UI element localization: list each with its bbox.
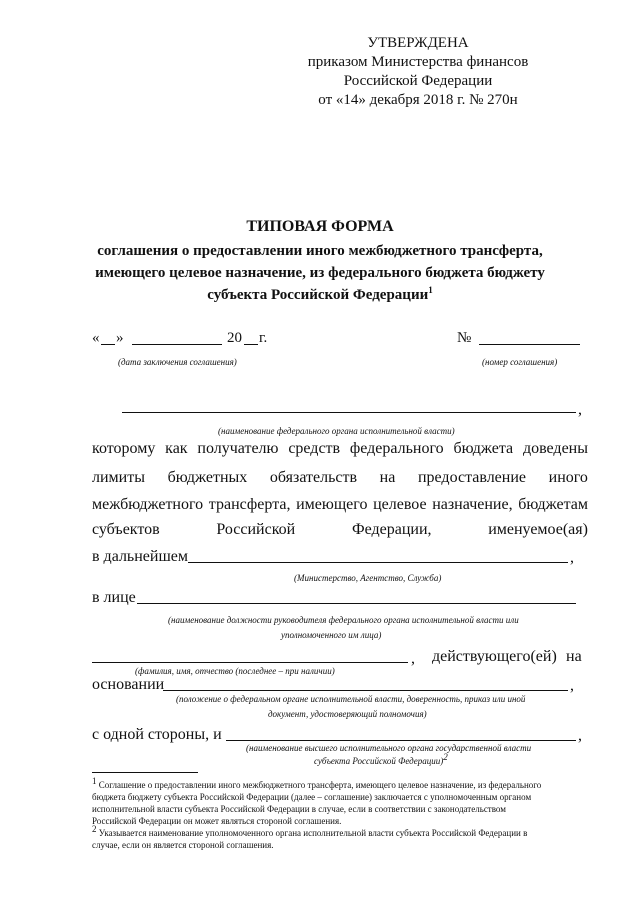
basis-label: основании: [92, 676, 165, 693]
word: предоставление: [417, 469, 527, 486]
approval-line-1: приказом Министерства финансов: [307, 54, 529, 70]
approval-block: [288, 34, 548, 110]
ministry-caption: (Министерство, Агентство, Служба): [294, 573, 442, 583]
hereinafter-label: в дальнейшем: [92, 548, 188, 565]
subtitle-line-3: [0, 284, 640, 306]
footnote-separator: [92, 772, 198, 773]
word: федерального: [349, 440, 444, 457]
word: межбюджетного: [92, 496, 204, 513]
word: обязательств: [269, 469, 358, 486]
hereinafter-field[interactable]: [188, 562, 568, 563]
word: лимиты: [92, 469, 145, 486]
footnote-1: [92, 776, 588, 827]
number-caption: (номер соглашения): [482, 357, 558, 367]
agreement-number-field[interactable]: [479, 344, 580, 345]
regional-caption-2: [314, 752, 448, 766]
footnote-1-line-2: бюджета бюджету субъекта Российской Федерации (далее – соглашение) заключается с уполномоченным органом: [92, 792, 532, 802]
word: именуемое(ая): [488, 521, 588, 538]
footnote-ref-1: 1: [428, 285, 433, 295]
word: на: [379, 469, 396, 486]
form-subtitle: [0, 240, 640, 306]
date-day-quote-close: »: [116, 330, 124, 346]
subtitle-line-1: соглашения о предоставлении иного межбюджетного трансферта,: [97, 243, 543, 259]
footnote-ref-2: 2: [443, 752, 448, 762]
word: бюджетам: [518, 496, 588, 513]
basis-comma: ,: [570, 677, 574, 694]
footnote-2-line-2: случае, если он является стороной соглашения.: [92, 840, 274, 850]
acting-label: действующего(ей): [432, 648, 557, 665]
footnote-1-mark: 1: [92, 776, 97, 786]
approval-line-2: Российской Федерации: [343, 73, 493, 89]
basis-caption-1: (положение о федеральном органе исполнительной власти, доверенность, приказ или иной: [176, 694, 526, 704]
word: субъектов: [92, 521, 160, 538]
hereinafter-comma: ,: [570, 549, 574, 566]
number-sign: №: [457, 330, 472, 346]
regional-caption-2-text: субъекта Российской Федерации): [314, 756, 444, 766]
footnote-1-line-1: Соглашение о предоставлении иного межбюджетного трансферта, имеющего целевое назначение, из федерального: [98, 780, 542, 790]
name-comma: ,: [411, 650, 415, 667]
date-month-field[interactable]: [132, 344, 222, 345]
basis-caption-2: документ, удостоверяющий полномочия): [268, 709, 427, 719]
footnote-2-mark: 2: [92, 824, 97, 834]
on-label: на: [566, 648, 582, 665]
authority-caption: (наименование федерального органа исполнительной власти): [218, 426, 455, 436]
subtitle-line-2: имеющего целевое назначение, из федерального бюджета бюджету: [95, 265, 545, 281]
date-day-quote-open: «: [92, 330, 100, 346]
date-day-field[interactable]: [101, 344, 115, 345]
date-year-prefix: 20: [227, 330, 242, 346]
authority-field[interactable]: [122, 412, 576, 413]
form-title: ТИПОВАЯ ФОРМА: [246, 218, 394, 235]
word: доведены: [522, 440, 588, 457]
approval-title: УТВЕРЖДЕНА: [367, 35, 469, 51]
word: средств: [288, 440, 341, 457]
regional-comma: ,: [578, 727, 582, 744]
basis-field[interactable]: [163, 690, 568, 691]
person-name-field[interactable]: [92, 662, 408, 663]
word: имеющего: [296, 496, 368, 513]
footnote-2: [92, 824, 588, 851]
paragraph-line-3: [92, 496, 588, 514]
person-position-field[interactable]: [137, 603, 576, 604]
date-caption: (дата заключения соглашения): [118, 357, 237, 367]
position-caption-1: (наименование должности руководителя федерального органа исполнительной власти или: [168, 615, 519, 625]
word: получателю: [197, 440, 279, 457]
position-caption-2: уполномоченного им лица): [281, 630, 382, 640]
paragraph-line-1: [92, 440, 588, 458]
date-year-field[interactable]: [244, 344, 258, 345]
subtitle-line-3-text: субъекта Российской Федерации: [207, 287, 429, 303]
word: целевое: [373, 496, 427, 513]
word: назначение,: [432, 496, 513, 513]
word: как: [165, 440, 188, 457]
approval-line-3: от «14» декабря 2018 г. № 270н: [318, 92, 518, 108]
word: Федерации,: [351, 521, 432, 538]
paragraph-line-2: [92, 469, 588, 487]
footnote-1-line-3: исполнительной власти субъекта Российской Федерации в случае, если в соответствии с законодательством: [92, 804, 506, 814]
footnote-1-line-4: Российской Федерации он может являться стороной соглашения.: [92, 816, 342, 826]
word: иного: [548, 469, 588, 486]
footnote-2-line-1: Указывается наименование уполномоченного органа исполнительной власти субъекта Российской Федерации в: [98, 828, 528, 838]
word: Российской: [216, 521, 296, 538]
authority-comma: ,: [578, 401, 582, 418]
regional-caption-1: (наименование высшего исполнительного органа государственной власти: [246, 743, 532, 753]
word: которому: [92, 440, 156, 457]
regional-authority-field[interactable]: [226, 740, 576, 741]
word: бюджетных: [167, 469, 248, 486]
person-label: в лице: [92, 589, 136, 606]
word: бюджета: [453, 440, 514, 457]
one-side-label: с одной стороны, и: [92, 726, 222, 743]
date-year-suffix: г.: [259, 330, 268, 346]
name-caption: (фамилия, имя, отчество (последнее – при наличии): [135, 666, 335, 676]
paragraph-line-4: [92, 521, 588, 539]
word: трансферта,: [208, 496, 291, 513]
